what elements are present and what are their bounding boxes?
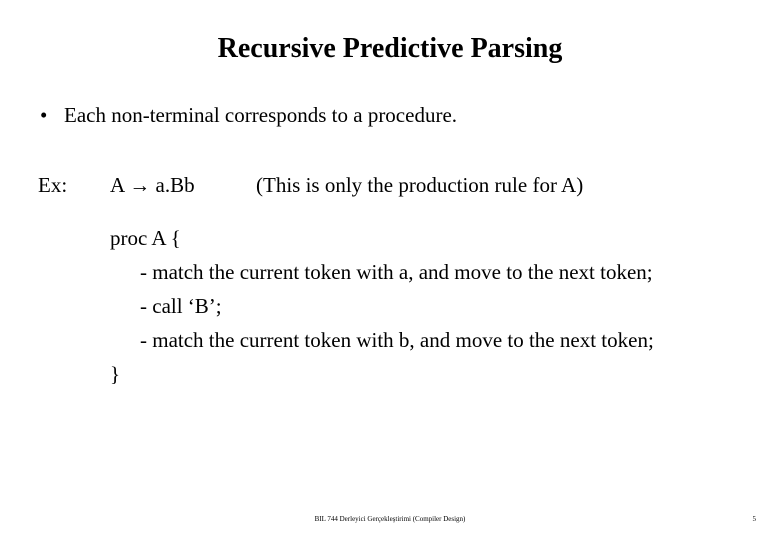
- procedure-code-block: [110, 221, 654, 391]
- procedure-header: proc A {: [110, 226, 181, 250]
- example-label: Ex:: [38, 173, 68, 197]
- procedure-closing-brace: }: [110, 362, 121, 386]
- procedure-step: - match the current token with b, and move to the next token;: [140, 328, 654, 352]
- bullet-marker: •: [40, 103, 48, 127]
- procedure-step: - call ‘B’;: [140, 294, 222, 318]
- slide-title: Recursive Predictive Parsing: [217, 33, 563, 64]
- slide-footer: BIL 744 Derleyici Gerçekleştirimi (Compiler Design): [314, 515, 466, 523]
- production-rule: A → a.Bb: [110, 173, 195, 197]
- procedure-step: - match the current token with a, and move to the next token;: [140, 260, 653, 284]
- production-rule-note: (This is only the production rule for A): [256, 173, 584, 197]
- page-number: 5: [752, 515, 756, 523]
- bullet-item: [40, 101, 457, 129]
- bullet-text: Each non-terminal corresponds to a procedure.: [64, 103, 458, 127]
